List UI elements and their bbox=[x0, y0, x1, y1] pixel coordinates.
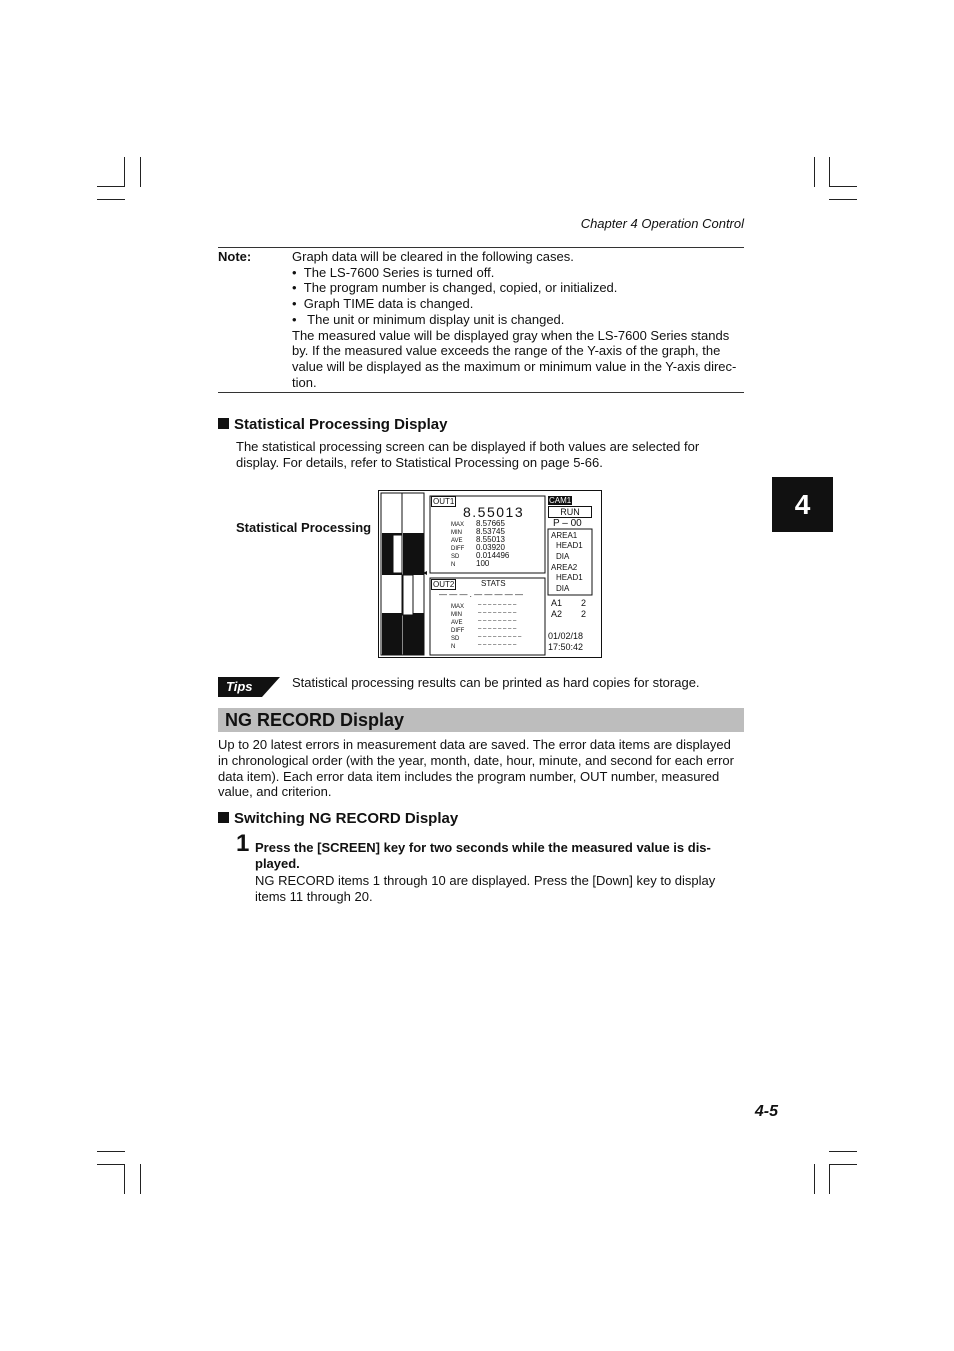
tips-text: Statistical processing results can be printed as hard copies for storage. bbox=[292, 675, 700, 690]
program-number: P – 00 bbox=[553, 518, 582, 529]
screen-date: 01/02/18 bbox=[548, 631, 584, 641]
stat-label: MIN bbox=[451, 612, 462, 618]
note-label: Note: bbox=[218, 249, 252, 264]
crop-mark bbox=[829, 157, 830, 187]
stat-value: 8.53745 bbox=[476, 527, 505, 536]
stat-label: MAX bbox=[451, 604, 465, 610]
stat-label: DIFF bbox=[451, 628, 465, 634]
tips-label: Tips bbox=[226, 679, 253, 694]
stat-line: The statistical processing screen can be displayed if both values are selected for bbox=[236, 439, 700, 454]
note-line: value will be displayed as the maximum or minimum value in the Y-axis direc- bbox=[292, 358, 737, 374]
area-item: DIA bbox=[556, 584, 570, 593]
note-line: The measured value will be displayed gray when the LS-7600 Series stands bbox=[292, 327, 730, 343]
measured-value: 8.55013 bbox=[463, 504, 525, 520]
crop-mark bbox=[829, 199, 857, 200]
area-item: AREA1 bbox=[551, 531, 578, 540]
step-body-line: items 11 through 20. bbox=[255, 888, 373, 904]
stat-section-title-text: Statistical Processing Display bbox=[234, 416, 448, 433]
note-body bbox=[292, 249, 744, 390]
a2-label: A2 bbox=[551, 609, 563, 619]
note-bottom-rule bbox=[218, 392, 744, 393]
crop-mark bbox=[97, 186, 125, 187]
graph-bar-hollow bbox=[393, 535, 402, 573]
graph-bar bbox=[382, 613, 402, 655]
stat-section-title bbox=[218, 416, 447, 433]
stat-label: AVE bbox=[451, 538, 463, 544]
stat-value: 0.014496 bbox=[476, 551, 510, 560]
note-bullet: • The program number is changed, copied, or initialized. bbox=[292, 280, 618, 296]
ng-line: Up to 20 latest errors in measurement data are saved. The error data items are displayed bbox=[218, 737, 731, 752]
step-body-line: NG RECORD items 1 through 10 are displayed. Press the [Down] key to display bbox=[255, 873, 716, 888]
crop-mark bbox=[140, 157, 141, 187]
run-status: RUN bbox=[548, 506, 592, 518]
crop-mark bbox=[97, 199, 125, 200]
crop-mark bbox=[97, 1151, 125, 1152]
stat-dashes: – – – – – – – – bbox=[478, 602, 517, 608]
stat-label: N bbox=[451, 644, 456, 650]
area-item: HEAD1 bbox=[556, 541, 583, 550]
ng-sub-title bbox=[218, 810, 458, 827]
ng-sub-title-text: Switching NG RECORD Display bbox=[234, 810, 459, 827]
chapter-header: Chapter 4 Operation Control bbox=[580, 216, 744, 231]
stat-label: N bbox=[451, 562, 456, 568]
a2-value: 2 bbox=[581, 609, 587, 619]
note-top-rule bbox=[218, 247, 744, 248]
page-number: 4-5 bbox=[754, 1103, 778, 1120]
ng-line: in chronological order (with the year, month, date, hour, minute, and second for each error bbox=[218, 752, 734, 768]
crop-mark bbox=[140, 1164, 141, 1194]
stat-dashes: – – – – – – – – bbox=[478, 618, 517, 624]
stats-title: STATS bbox=[481, 579, 506, 588]
tips-badge bbox=[218, 677, 280, 697]
step-bold-line: Press the [SCREEN] key for two seconds while the measured value is dis- bbox=[255, 840, 711, 855]
crop-mark bbox=[124, 157, 125, 187]
stat-dashes: – – – – – – – – bbox=[478, 610, 517, 616]
step-body bbox=[255, 873, 744, 905]
stat-value: 8.57665 bbox=[476, 519, 505, 528]
ng-section-text bbox=[218, 737, 744, 800]
ng-section-band bbox=[218, 708, 744, 732]
out2-value: — — — . — — — — — bbox=[439, 590, 524, 599]
crop-mark bbox=[829, 186, 857, 187]
ng-line: value, and criterion. bbox=[218, 784, 332, 800]
graph-bar bbox=[403, 533, 424, 575]
stat-line: display. For details, refer to Statistical Processing on page 5-66. bbox=[236, 454, 603, 470]
ng-line: data item). Each error data item includes the program number, OUT number, measured bbox=[218, 768, 720, 784]
crop-mark bbox=[124, 1164, 125, 1194]
a1-value: 2 bbox=[581, 598, 587, 608]
stat-label: AVE bbox=[451, 620, 463, 626]
screen-time: 17:50:42 bbox=[548, 642, 584, 652]
stat-section-text bbox=[236, 439, 744, 471]
note-bullet: • The unit or minimum display unit is changed. bbox=[292, 311, 565, 327]
ng-section-title: NG RECORD Display bbox=[225, 710, 405, 730]
stat-value: 8.55013 bbox=[476, 535, 505, 544]
crop-mark bbox=[814, 1164, 815, 1194]
note-line: by. If the measured value exceeds the range of the Y-axis of the graph, the bbox=[292, 343, 721, 359]
graph-bar-hollow bbox=[403, 575, 413, 615]
note-bullet-text: The program number is changed, copied, or initialized. bbox=[303, 280, 618, 296]
out2-label: OUT2 bbox=[433, 580, 455, 589]
area-item: HEAD1 bbox=[556, 573, 583, 582]
stat-label: MAX bbox=[451, 522, 465, 528]
stat-label: MIN bbox=[451, 530, 462, 536]
crop-mark bbox=[97, 1164, 125, 1165]
step-instruction bbox=[255, 840, 744, 872]
square-bullet-icon bbox=[218, 812, 229, 823]
note-bullet: • The LS-7600 Series is turned off. bbox=[292, 264, 495, 280]
crop-mark bbox=[829, 1151, 857, 1152]
crop-mark bbox=[829, 1164, 857, 1165]
cam-badge: CAM1 bbox=[549, 496, 572, 505]
note-line: tion. bbox=[292, 374, 317, 390]
note-bullet-text: The unit or minimum display unit is changed. bbox=[303, 311, 565, 327]
crop-mark bbox=[814, 157, 815, 187]
figure-label: Statistical Processing bbox=[236, 520, 372, 535]
area-item: AREA2 bbox=[551, 563, 578, 572]
graph-bar bbox=[403, 613, 424, 655]
chapter-tab: 4 bbox=[772, 477, 833, 532]
out1-label: OUT1 bbox=[433, 497, 455, 506]
note-bullet: • Graph TIME data is changed. bbox=[292, 296, 474, 312]
step-number: 1 bbox=[236, 830, 250, 857]
stat-dashes: – – – – – – – – – bbox=[478, 634, 522, 640]
stat-value: 100 bbox=[476, 559, 490, 568]
stat-label: SD bbox=[451, 554, 460, 560]
stat-label: DIFF bbox=[451, 546, 465, 552]
a1-label: A1 bbox=[551, 598, 563, 608]
area-item: DIA bbox=[556, 552, 570, 561]
statistics-screen bbox=[378, 490, 602, 658]
stat-dashes: – – – – – – – – bbox=[478, 642, 517, 648]
square-bullet-icon bbox=[218, 418, 229, 429]
stat-label: SD bbox=[451, 636, 460, 642]
step-bold-line: played. bbox=[255, 855, 300, 871]
note-bullet-text: Graph TIME data is changed. bbox=[303, 296, 474, 312]
stat-value: 0.03920 bbox=[476, 543, 505, 552]
stat-dashes: – – – – – – – – bbox=[478, 626, 517, 632]
note-intro: Graph data will be cleared in the following cases. bbox=[292, 249, 574, 264]
note-bullet-text: The LS-7600 Series is turned off. bbox=[303, 264, 495, 280]
crop-mark bbox=[829, 1164, 830, 1194]
